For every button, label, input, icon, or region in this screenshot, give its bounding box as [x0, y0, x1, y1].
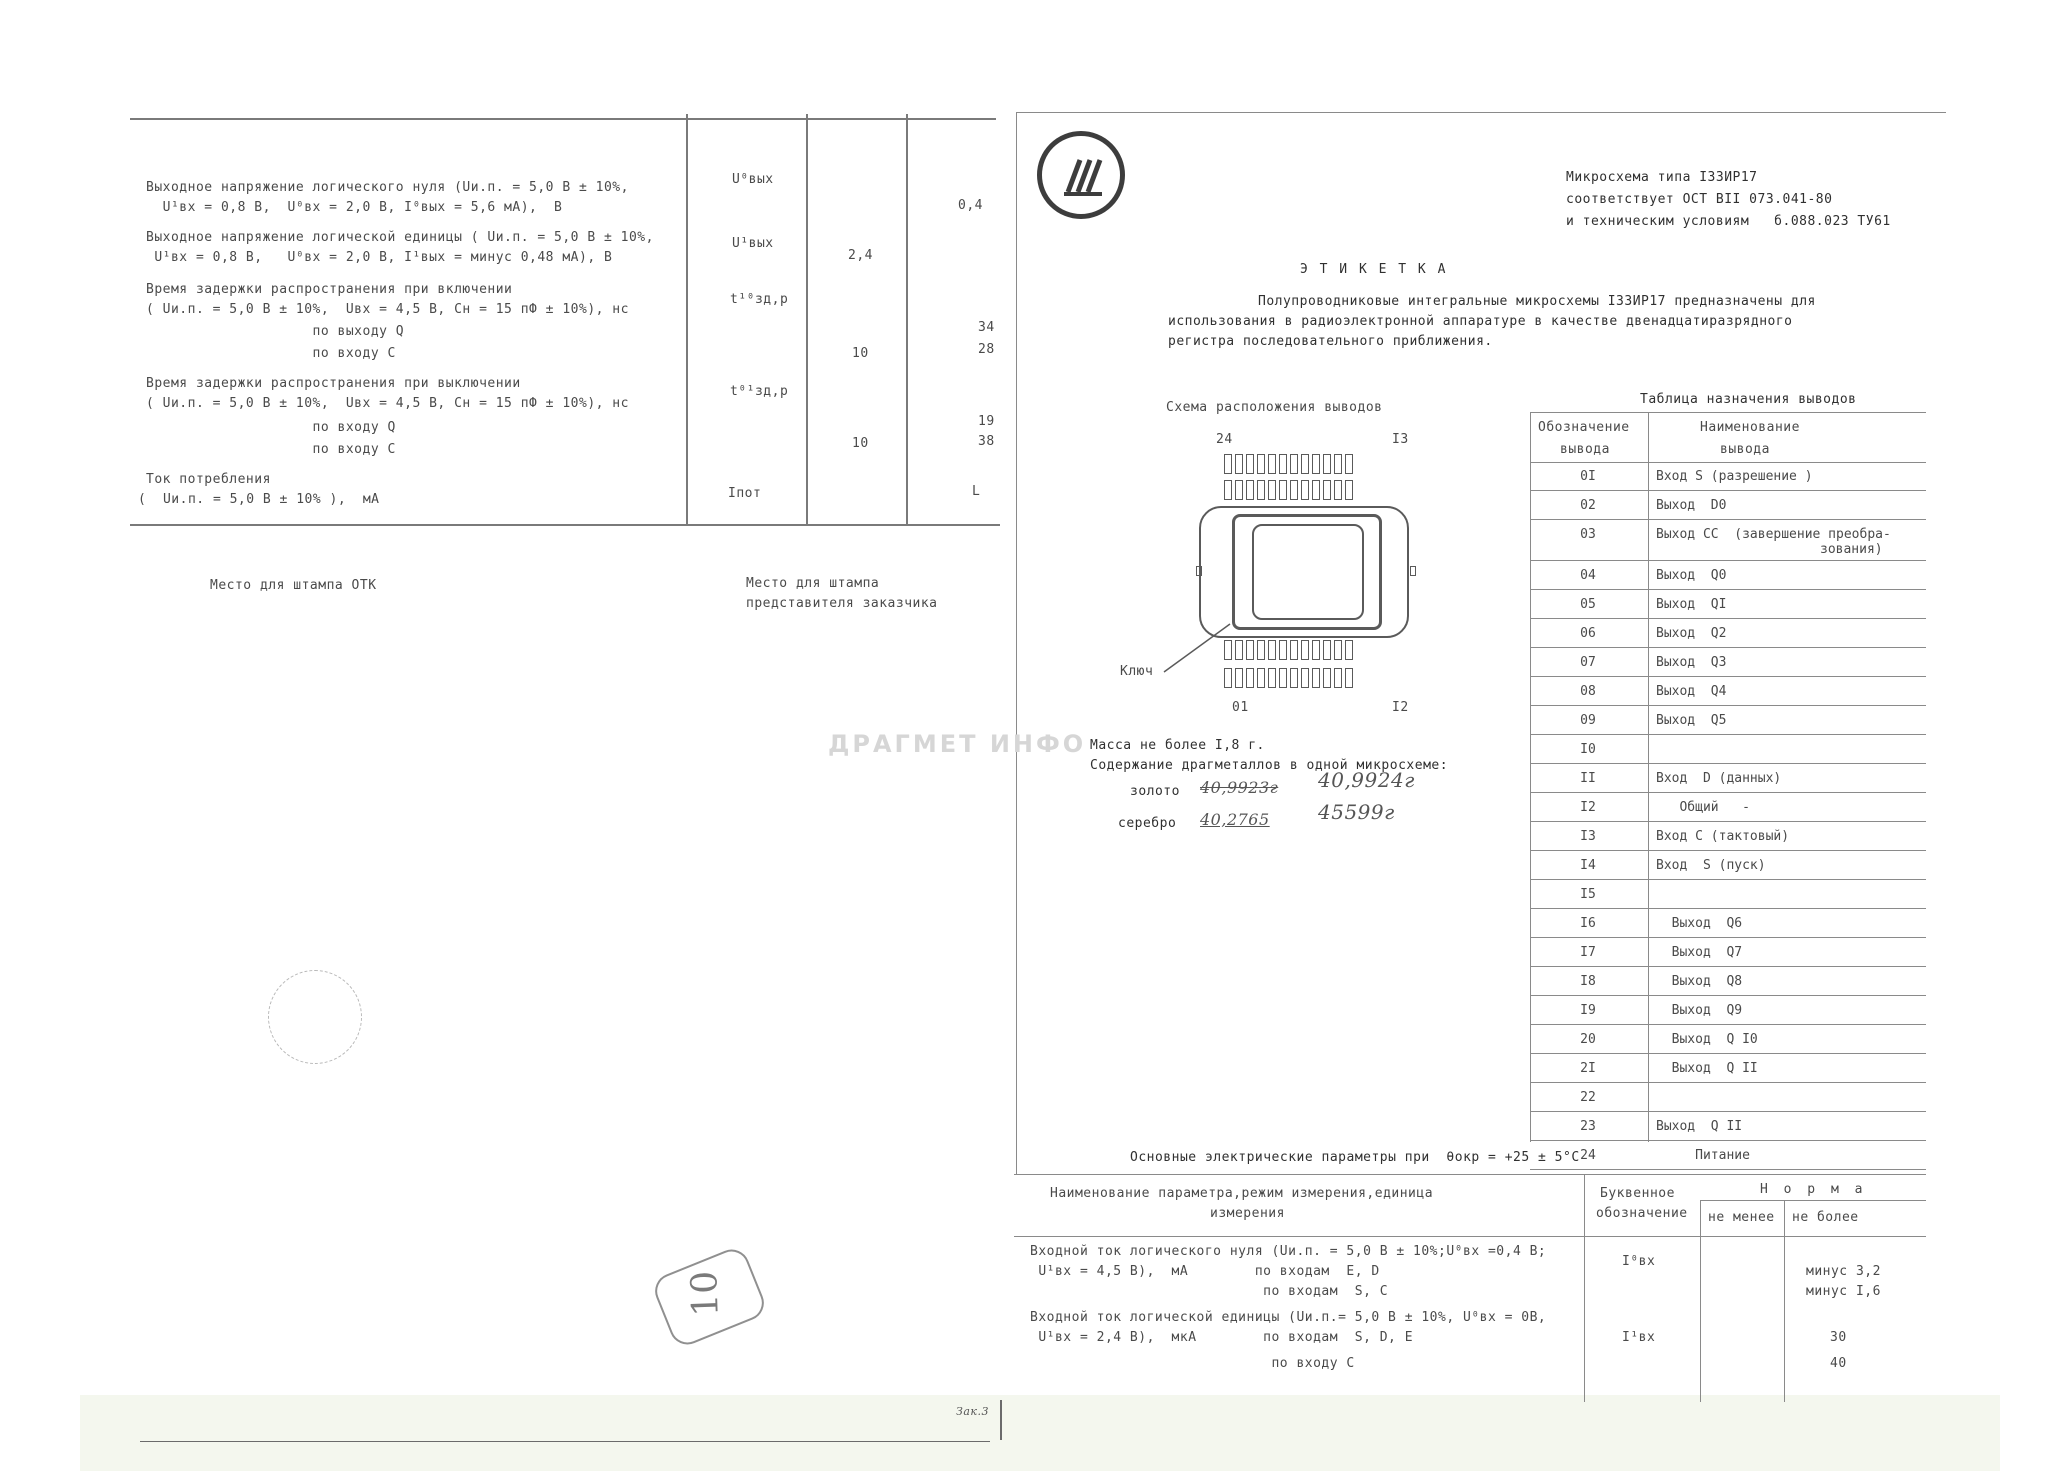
package-pins-bottom	[1224, 668, 1353, 688]
pin-function: Выход Q9	[1656, 1003, 1743, 1018]
pin-table-row-rule	[1530, 1169, 1926, 1170]
package-pin	[1224, 480, 1232, 500]
param-col-norm: Н о р м а	[1760, 1182, 1867, 1197]
pin-function: Выход Q3	[1656, 655, 1727, 670]
gold-value-struck: 40,9923г	[1200, 778, 1279, 797]
header-line-2: соответствует ОСТ ВII 073.041-80	[1566, 192, 1833, 207]
param-row-2-symbol: I¹вх	[1622, 1330, 1656, 1345]
pin-number: 08	[1580, 684, 1596, 699]
main-params-caption: Основные электрические параметры при θокр = +25 ± 5°С	[1130, 1150, 1580, 1165]
package-pin	[1323, 640, 1331, 660]
pin-function: Вход S (пуск)	[1656, 858, 1766, 873]
mass-text: Масса не более I,8 г.	[1090, 738, 1265, 753]
left-param-5-max: L	[972, 484, 981, 499]
package-pin	[1290, 480, 1298, 500]
left-param-2-min: 2,4	[848, 248, 873, 263]
package-pin	[1345, 480, 1353, 500]
package-pin	[1257, 640, 1265, 660]
package-pins-top	[1224, 454, 1353, 474]
package-pin	[1345, 454, 1353, 474]
pin-number: 06	[1580, 626, 1596, 641]
paper-bottom-edge	[80, 1395, 2000, 1471]
param-table-div-1	[1584, 1174, 1585, 1402]
package-pin	[1334, 640, 1342, 660]
pin-number: 20	[1580, 1032, 1596, 1047]
package-pin	[1301, 640, 1309, 660]
pin-table-row	[1530, 822, 1920, 851]
package-pin	[1235, 480, 1243, 500]
package-pin	[1334, 480, 1342, 500]
pin-function: Выход Q0	[1656, 568, 1727, 583]
package-pin	[1312, 454, 1320, 474]
left-param-4-line-1: Время задержки распространения при выключении	[146, 376, 521, 391]
left-param-3-line-2: ( Uи.п. = 5,0 В ± 10%, Uвх = 4,5 В, Cн = 15 пФ ± 10%), нс	[146, 302, 629, 317]
pin-function: Выход CC (завершение преобра-	[1656, 527, 1891, 542]
pin-table-row	[1530, 1025, 1920, 1054]
package-pins-bottom-inner	[1224, 640, 1353, 660]
param-col-name-1: Наименование параметра,режим измерения,единица	[1050, 1186, 1434, 1201]
description-line-3: регистра последовательного приближения.	[1168, 334, 1493, 349]
right-page-top-border	[1016, 112, 1946, 113]
left-param-3-line-3: по выходу Q	[146, 324, 405, 339]
param-table-div-2	[1700, 1200, 1701, 1402]
handwritten-ticket	[650, 1244, 770, 1350]
pin-label-24: 24	[1216, 432, 1233, 447]
silver-value-new: 45599г	[1318, 800, 1395, 824]
package-pin	[1312, 668, 1320, 688]
logo-mark-icon	[1060, 154, 1106, 200]
precious-metals-label: Содержание драгметаллов в одной микросхеме:	[1090, 758, 1449, 773]
left-table-bottom-rule	[130, 524, 1000, 526]
package-pin	[1334, 454, 1342, 474]
param-row-1-max-2: минус I,6	[1806, 1284, 1881, 1299]
left-param-4-min: 10	[852, 436, 869, 451]
pin-table-row	[1530, 880, 1920, 909]
pin-number: I8	[1580, 974, 1596, 989]
left-param-3-symbol: t¹⁰зд,р	[730, 292, 789, 307]
pin-table-row	[1530, 1083, 1920, 1112]
pin-table-row	[1530, 590, 1920, 619]
pin-function: Выход Q8	[1656, 974, 1743, 989]
package-pin	[1268, 454, 1276, 474]
left-table-top-rule	[130, 118, 996, 120]
label-title: Э Т И К Е Т К А	[1300, 262, 1448, 277]
left-bottom-fold	[140, 1441, 990, 1442]
pin-function: Вход D (данных)	[1656, 771, 1782, 786]
pin-table-title: Таблица назначения выводов	[1640, 392, 1857, 407]
left-param-4-line-3: по входу Q	[146, 420, 396, 435]
param-row-2-max-1: 30	[1830, 1330, 1847, 1345]
manufacturer-logo	[1037, 131, 1125, 219]
package-pin	[1312, 480, 1320, 500]
pin-number: 09	[1580, 713, 1596, 728]
pin-number: 0I	[1580, 469, 1596, 484]
pin-table-row	[1530, 1054, 1920, 1083]
left-param-1-line-1: Выходное напряжение логического нуля (Uи.п. = 5,0 В ± 10%,	[146, 180, 629, 195]
param-col-name-2: измерения	[1210, 1206, 1285, 1221]
pin-table-row	[1530, 619, 1920, 648]
pin-number: I6	[1580, 916, 1596, 931]
left-col-divider-1	[686, 114, 688, 526]
silver-value-struck: 40,2765	[1200, 810, 1270, 829]
pin-number: I4	[1580, 858, 1596, 873]
package-pin	[1246, 454, 1254, 474]
param-col-symbol-2: обозначение	[1596, 1206, 1688, 1221]
sheet-note: Зак.3	[956, 1405, 989, 1418]
pin-label-12: I2	[1392, 700, 1409, 715]
pin-scheme-label: Схема расположения выводов	[1166, 400, 1383, 415]
pin-function: Выход QI	[1656, 597, 1727, 612]
package-pin	[1279, 480, 1287, 500]
pin-number: I5	[1580, 887, 1596, 902]
pin-table-row	[1530, 793, 1920, 822]
pin-function: Выход Q2	[1656, 626, 1727, 641]
pin-function: Выход Q4	[1656, 684, 1727, 699]
pin-function: Выход Q II	[1656, 1119, 1743, 1134]
package-pin	[1290, 640, 1298, 660]
pin-table-row	[1530, 706, 1920, 735]
pin-number: 03	[1580, 527, 1596, 542]
package-pin	[1246, 480, 1254, 500]
package-pin	[1268, 480, 1276, 500]
right-page-left-border	[1016, 112, 1017, 1174]
param-table-top-rule	[1014, 1174, 1926, 1175]
param-row-2-line-2: U¹вх = 2,4 В), мкА по входам S, D, E	[1030, 1330, 1414, 1345]
param-row-1-line-1: Входной ток логического нуля (Uи.п. = 5,0 В ± 10%;U⁰вх =0,4 В;	[1030, 1244, 1547, 1259]
pin-table-top-rule	[1530, 412, 1926, 413]
package-pin	[1268, 640, 1276, 660]
package-pin	[1224, 454, 1232, 474]
package-pin	[1301, 668, 1309, 688]
pin-table-row	[1530, 561, 1920, 590]
pin-table-row	[1530, 677, 1920, 706]
pin-function: Выход Q5	[1656, 713, 1727, 728]
pin-table-col-name-2: вывода	[1720, 442, 1770, 457]
param-row-1-line-2: U¹вх = 4,5 В), мА по входам E, D	[1030, 1264, 1380, 1279]
param-table-header-rule	[1014, 1236, 1926, 1237]
pin-function: Питание	[1656, 1148, 1750, 1163]
pin-function-continuation: зования)	[1820, 542, 1883, 557]
pin-function: Выход Q7	[1656, 945, 1743, 960]
pin-table-row	[1530, 996, 1920, 1025]
param-row-2-line-3: по входу С	[1030, 1356, 1355, 1371]
pin-table-row	[1530, 851, 1920, 880]
pin-label-01: 01	[1232, 700, 1249, 715]
left-param-4-symbol: t⁰¹зд,р	[730, 384, 789, 399]
customer-stamp-place-1: Место для штампа	[746, 576, 880, 591]
pin-function: Выход Q6	[1656, 916, 1743, 931]
pin-number: 23	[1580, 1119, 1596, 1134]
param-table-div-3	[1784, 1200, 1785, 1402]
left-col-divider-2	[806, 114, 808, 526]
pin-number: II	[1580, 771, 1596, 786]
description-line-1: Полупроводниковые интегральные микросхемы I33ИР17 предназначены для	[1258, 294, 1816, 309]
left-param-5-line-2: ( Uи.п. = 5,0 В ± 10% ), мА	[138, 492, 380, 507]
pin-function: Вход S (разрешение )	[1656, 469, 1813, 484]
pin-table-row	[1530, 938, 1920, 967]
pin-number: I3	[1580, 829, 1596, 844]
left-param-3-min: 10	[852, 346, 869, 361]
left-param-1-symbol: U⁰вых	[732, 172, 774, 187]
package-pin	[1257, 668, 1265, 688]
pin-table-row	[1530, 764, 1920, 793]
left-param-2-line-1: Выходное напряжение логической единицы ( Uи.п. = 5,0 В ± 10%,	[146, 230, 654, 245]
pin-number: I0	[1580, 742, 1596, 757]
gold-value-new: 40,9924г	[1318, 768, 1415, 792]
pin-number: I9	[1580, 1003, 1596, 1018]
pin-table-col-name-1: Наименование	[1700, 420, 1800, 435]
watermark: ДРАГМЕТ ИНФО	[828, 730, 1087, 758]
pin-function: Выход D0	[1656, 498, 1727, 513]
package-notch-right	[1410, 566, 1416, 576]
param-col-max: не более	[1792, 1210, 1859, 1225]
left-param-4-max-2: 38	[978, 434, 995, 449]
pin-number: 22	[1580, 1090, 1596, 1105]
package-pin	[1279, 640, 1287, 660]
left-param-5-symbol: Iпот	[728, 486, 762, 501]
ticket-number: 10	[684, 1270, 727, 1318]
pin-number: 24	[1580, 1148, 1596, 1163]
param-row-1-symbol: I⁰вх	[1622, 1254, 1656, 1269]
package-die-window	[1252, 524, 1364, 620]
left-param-5-line-1: Ток потребления	[146, 472, 271, 487]
pin-function: Выход Q II	[1656, 1061, 1758, 1076]
pin-table-row	[1530, 909, 1920, 938]
pin-table-row	[1530, 491, 1920, 520]
left-param-3-max-1: 34	[978, 320, 995, 335]
otk-stamp-place: Место для штампа ОТК	[210, 578, 377, 593]
pin-table-row	[1530, 462, 1920, 491]
pin-number: I2	[1580, 800, 1596, 815]
pin-function: Выход Q I0	[1656, 1032, 1758, 1047]
pin-function: Вход C (тактовый)	[1656, 829, 1790, 844]
left-param-3-line-4: по входу C	[146, 346, 396, 361]
left-col-divider-3	[906, 114, 908, 526]
customer-stamp-place-2: представителя заказчика	[746, 596, 938, 611]
package-pin	[1290, 668, 1298, 688]
pin-table-row	[1530, 520, 1920, 557]
pin-table-row	[1530, 1112, 1920, 1141]
package-pins-top-inner	[1224, 480, 1353, 500]
param-col-symbol-1: Буквенное	[1600, 1186, 1675, 1201]
left-param-2-line-2: U¹вх = 0,8 В, U⁰вх = 2,0 В, I¹вых = минус 0,48 мА), В	[146, 250, 613, 265]
key-label: Ключ	[1120, 664, 1154, 679]
package-pin	[1301, 454, 1309, 474]
package-pin	[1323, 668, 1331, 688]
param-col-min: не менее	[1708, 1210, 1775, 1225]
left-param-4-max-1: 19	[978, 414, 995, 429]
pin-number: 02	[1580, 498, 1596, 513]
header-line-1: Микросхема типа I33ИР17	[1566, 170, 1758, 185]
param-row-2-line-1: Входной ток логической единицы (Uи.п.= 5,0 В ± 10%, U⁰вх = 0В,	[1030, 1310, 1547, 1325]
param-row-2-max-2: 40	[1830, 1356, 1847, 1371]
param-table-norm-rule	[1700, 1200, 1926, 1201]
package-pin	[1235, 454, 1243, 474]
header-line-3: и техническим условиям б.088.023 ТУ61	[1566, 214, 1891, 229]
gold-label: золото	[1130, 784, 1180, 799]
left-param-3-line-1: Время задержки распространения при включении	[146, 282, 513, 297]
package-pin	[1257, 454, 1265, 474]
pin-number: I7	[1580, 945, 1596, 960]
left-param-1-max: 0,4	[958, 198, 983, 213]
package-pin	[1279, 454, 1287, 474]
pin-table-col-num-1: Обозначение	[1538, 420, 1630, 435]
package-pin	[1323, 480, 1331, 500]
pin-table-row	[1530, 1141, 1920, 1170]
package-pin	[1334, 668, 1342, 688]
package-pin	[1279, 668, 1287, 688]
left-param-1-line-2: U¹вх = 0,8 В, U⁰вх = 2,0 В, I⁰вых = 5,6 мА), В	[146, 200, 563, 215]
param-row-1-max-1: минус 3,2	[1806, 1264, 1881, 1279]
package-pin	[1301, 480, 1309, 500]
pin-label-13: I3	[1392, 432, 1409, 447]
param-row-1-line-3: по входам S, C	[1030, 1284, 1389, 1299]
pin-table-row	[1530, 735, 1920, 764]
left-param-4-line-2: ( Uи.п. = 5,0 В ± 10%, Uвх = 4,5 В, Cн = 15 пФ ± 10%), нс	[146, 396, 629, 411]
pin-function: Общий -	[1656, 800, 1750, 815]
package-pin	[1290, 454, 1298, 474]
description-line-2: использования в радиоэлектронной аппаратуре в качестве двенадцатиразрядного	[1168, 314, 1793, 329]
pin-number: 04	[1580, 568, 1596, 583]
left-param-2-symbol: U¹вых	[732, 236, 774, 251]
package-pin	[1323, 454, 1331, 474]
package-notch-left	[1196, 566, 1202, 576]
pin-number: 07	[1580, 655, 1596, 670]
pin-table-row	[1530, 967, 1920, 996]
pin-table-row	[1530, 648, 1920, 677]
package-pin	[1268, 668, 1276, 688]
package-pin	[1312, 640, 1320, 660]
pin-number: 2I	[1580, 1061, 1596, 1076]
pin-table-col-num-2: вывода	[1560, 442, 1610, 457]
package-pin	[1257, 480, 1265, 500]
package-pin	[1246, 668, 1254, 688]
faint-round-stamp	[268, 970, 362, 1064]
package-pin	[1246, 640, 1254, 660]
left-param-4-line-4: по входу C	[146, 442, 396, 457]
package-pin	[1345, 668, 1353, 688]
pin-number: 05	[1580, 597, 1596, 612]
page-divider	[1000, 1400, 1002, 1440]
silver-label: серебро	[1118, 816, 1177, 831]
package-pin	[1345, 640, 1353, 660]
key-pointer-icon	[1160, 620, 1240, 680]
left-param-3-max-2: 28	[978, 342, 995, 357]
